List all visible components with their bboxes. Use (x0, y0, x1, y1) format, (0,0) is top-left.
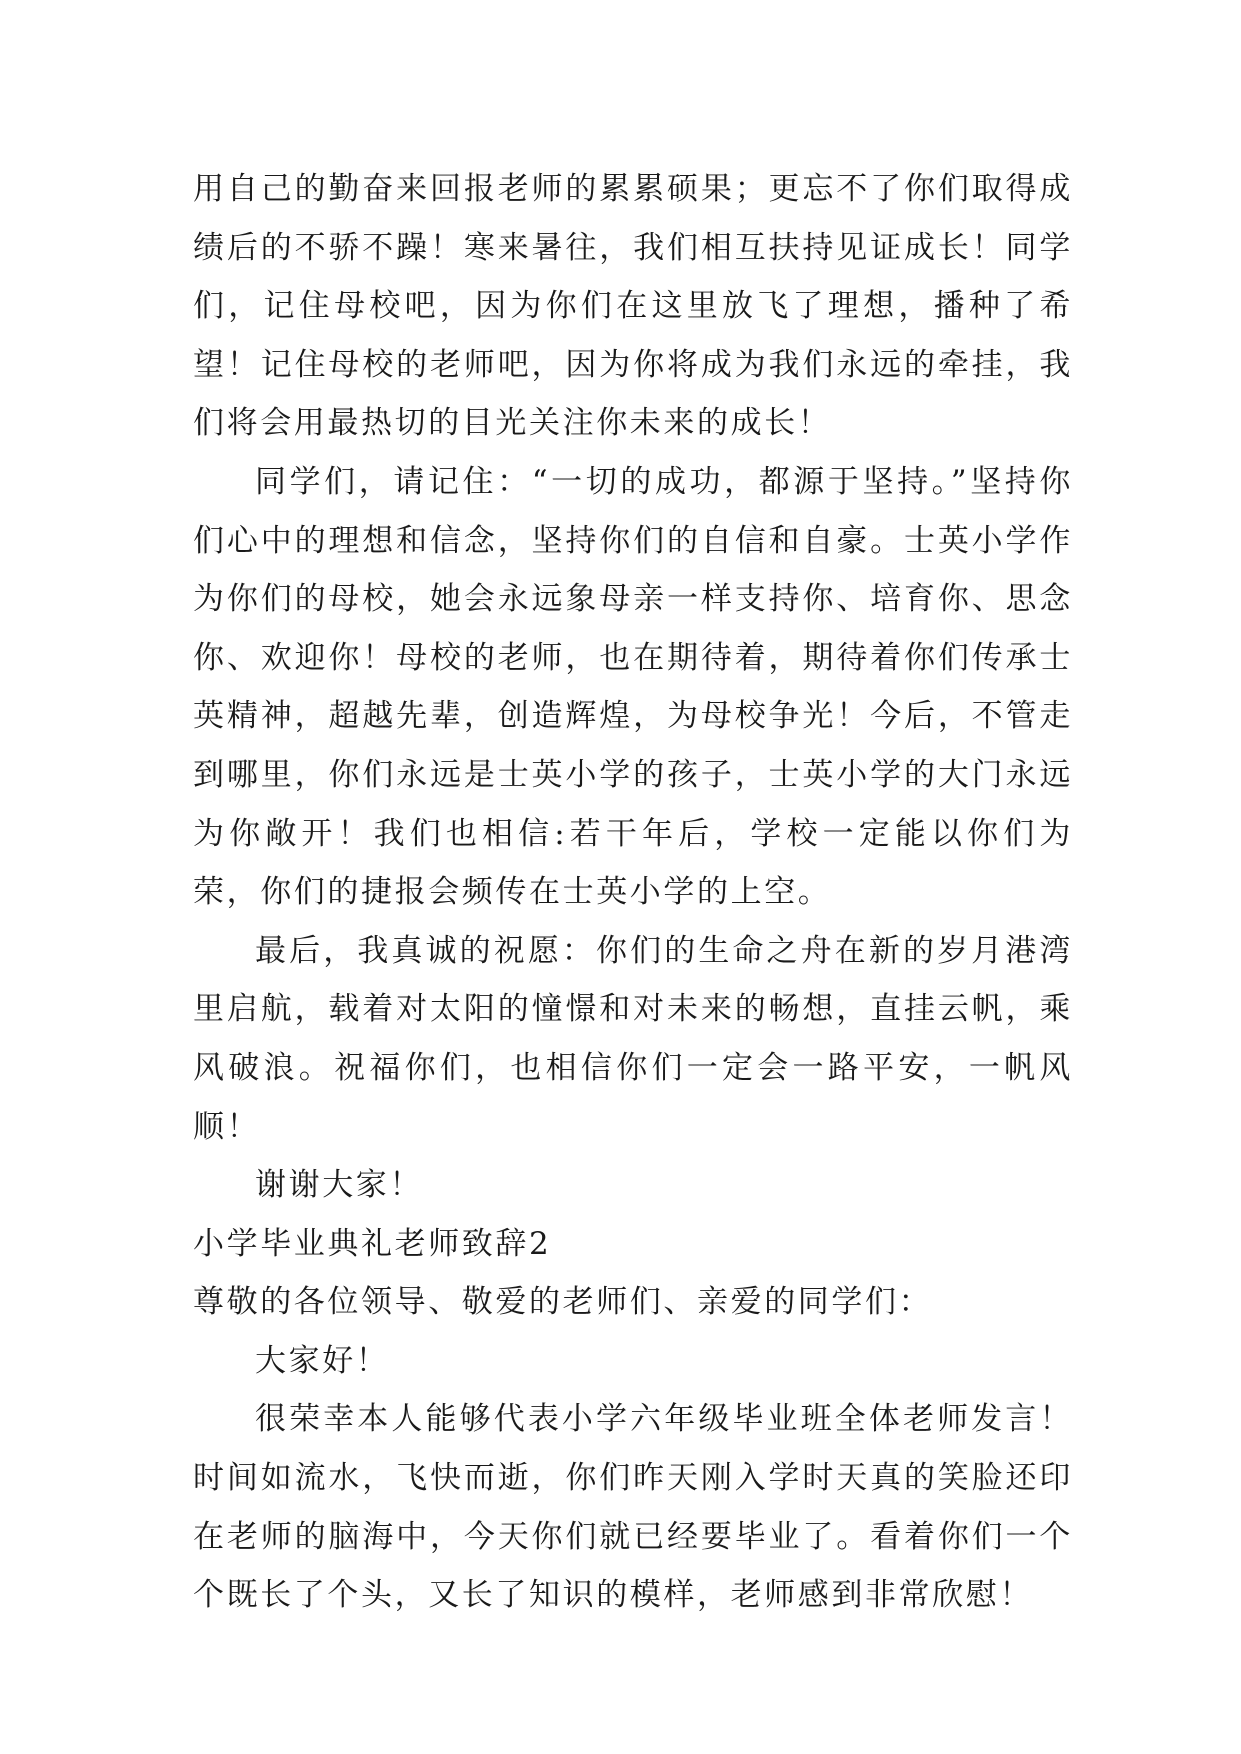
paragraph-thanks: 谢谢大家！ (255, 1167, 423, 1204)
paragraph-perseverance: 同学们，请记住：“一切的成功，都源于坚持。”坚持你们心中的理想和信念，坚持你们的自信和自豪。士英小学作为你们的母校，她会永远象母亲一样支持你、培育你、思念你、欢迎你！母校的老师，也在期待着，期待着你们传承士英精神，超越先辈，创造辉煌，为母校争光！今后，不管走到哪里，你们永远是士英小学的孩子，士英小学的大门永远为你敞开！我们也相信:若干年后，学校一定能以你们为荣，你们的捷报会频传在士英小学的上空。 (193, 463, 1073, 911)
greeting-line: 尊敬的各位领导、敬爱的老师们、亲爱的同学们： (193, 1284, 933, 1321)
paragraph-continuation: 用自己的勤奋来回报老师的累累硕果；更忘不了你们取得成绩后的不骄不躁！寒来暑往，我们相互扶持见证成长！同学们，记住母校吧，因为你们在这里放飞了理想，播种了希望！记住母校的老师吧，因为你将成为我们永远的牵挂，我们将会用最热切的目光关注你未来的成长！ (193, 171, 1073, 442)
paragraph-wishes: 最后，我真诚的祝愿：你们的生命之舟在新的岁月港湾里启航，载着对太阳的憧憬和对未来的畅想，直挂云帆，乘风破浪。祝福你们，也相信你们一定会一路平安，一帆风顺！ (193, 932, 1073, 1145)
paragraph-hello: 大家好！ (255, 1342, 390, 1379)
paragraph-honored: 很荣幸本人能够代表小学六年级毕业班全体老师发言！时间如流水，飞快而逝，你们昨天刚入学时天真的笑脸还印在老师的脑海中，今天你们就已经要毕业了。看着你们一个个既长了个头，又长了知识的模样，老师感到非常欣慰！ (193, 1401, 1073, 1614)
section-title: 小学毕业典礼老师致辞2 (193, 1225, 552, 1262)
document-body (193, 160, 1073, 1625)
